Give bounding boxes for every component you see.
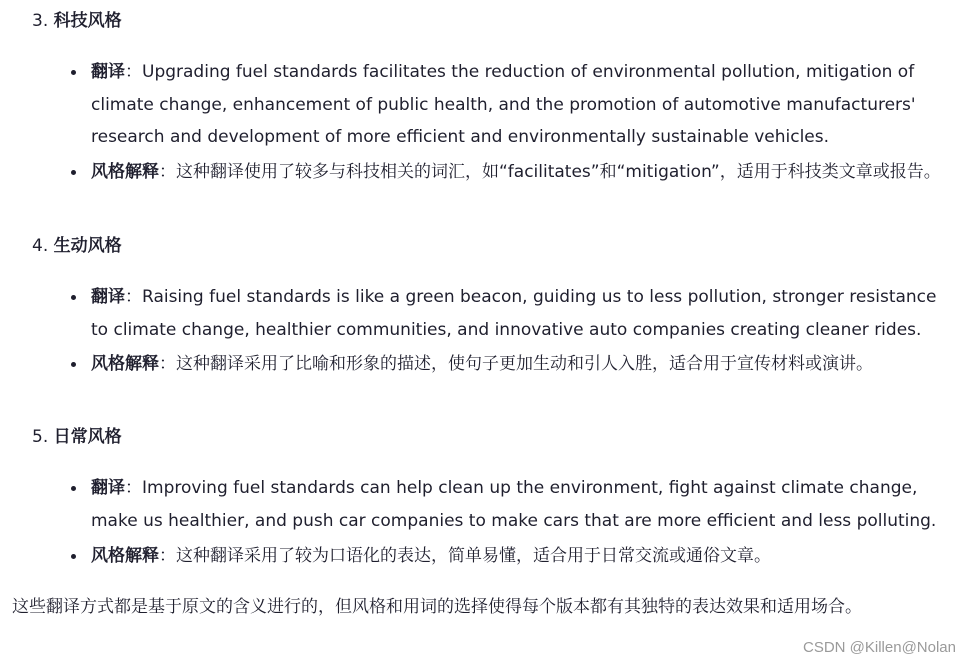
section-heading-3 <box>32 9 122 33</box>
section-title: 生动风格 <box>53 236 122 256</box>
style-explanation-item: 风格解释：这种翻译采用了比喻和形象的描述，使句子更加生动和引人入胜，适合用于宣传材料或演讲。 <box>91 348 951 381</box>
section-heading-4 <box>32 234 122 258</box>
item-text: 这种翻译采用了较为口语化的表达，简单易懂，适合用于日常交流或通俗文章。 <box>176 546 771 566</box>
item-label: 风格解释 <box>91 162 159 182</box>
csdn-watermark: CSDN @Killen@Nolan <box>802 639 956 656</box>
item-text: 这种翻译采用了比喻和形象的描述，使句子更加生动和引人入胜，适合用于宣传材料或演讲。 <box>176 354 873 374</box>
item-text: 这种翻译使用了较多与科技相关的词汇，如“facilitates”和“mitigation”，适用于科技类文章或报告。 <box>176 162 941 182</box>
section-number: 4. <box>32 236 49 256</box>
section-heading-5 <box>32 425 122 449</box>
translation-item: 翻译：Improving fuel standards can help clean up the environment, fight against climate change, make us healthier, and push car companies to make cars that are more efficient and less polluting. <box>91 472 951 537</box>
item-label: 翻译 <box>91 478 125 498</box>
item-text: Upgrading fuel standards facilitates the reduction of environmental pollution, mitigation of climate change, enhancement of public health, and the promotion of automotive manufacturers' research and development of more efficient and environmentally sustainable vehicles. <box>91 62 916 147</box>
item-label: 风格解释 <box>91 546 159 566</box>
style-explanation-item: 风格解释：这种翻译采用了较为口语化的表达，简单易懂，适合用于日常交流或通俗文章。 <box>91 540 951 573</box>
item-label: 翻译 <box>91 287 125 307</box>
translation-item: 翻译：Raising fuel standards is like a green beacon, guiding us to less pollution, stronger resistance to climate change, healthier communities, and innovative auto companies creating cleaner rides. <box>91 281 951 346</box>
style-explanation-item: 风格解释：这种翻译使用了较多与科技相关的词汇，如“facilitates”和“mitigation”，适用于科技类文章或报告。 <box>91 156 951 189</box>
item-label: 风格解释 <box>91 354 159 374</box>
item-text: Improving fuel standards can help clean up the environment, fight against climate change, make us healthier, and push car companies to make cars that are more efficient and less polluting. <box>91 478 937 531</box>
closing-paragraph: 这些翻译方式都是基于原文的含义进行的，但风格和用词的选择使得每个版本都有其独特的表达效果和适用场合。 <box>12 597 862 617</box>
section-title: 日常风格 <box>53 427 122 447</box>
section-number: 3. <box>32 11 49 31</box>
item-label: 翻译 <box>91 62 125 82</box>
section-number: 5. <box>32 427 49 447</box>
translation-item: 翻译：Upgrading fuel standards facilitates the reduction of environmental pollution, mitigation of climate change, enhancement of public health, and the promotion of automotive manufacturers' research and development of more efficient and environmentally sustainable vehicles. <box>91 56 951 154</box>
item-text: Raising fuel standards is like a green beacon, guiding us to less pollution, stronger resistance to climate change, healthier communities, and innovative auto companies creating cleaner rides. <box>91 287 937 340</box>
section-title: 科技风格 <box>53 11 122 31</box>
